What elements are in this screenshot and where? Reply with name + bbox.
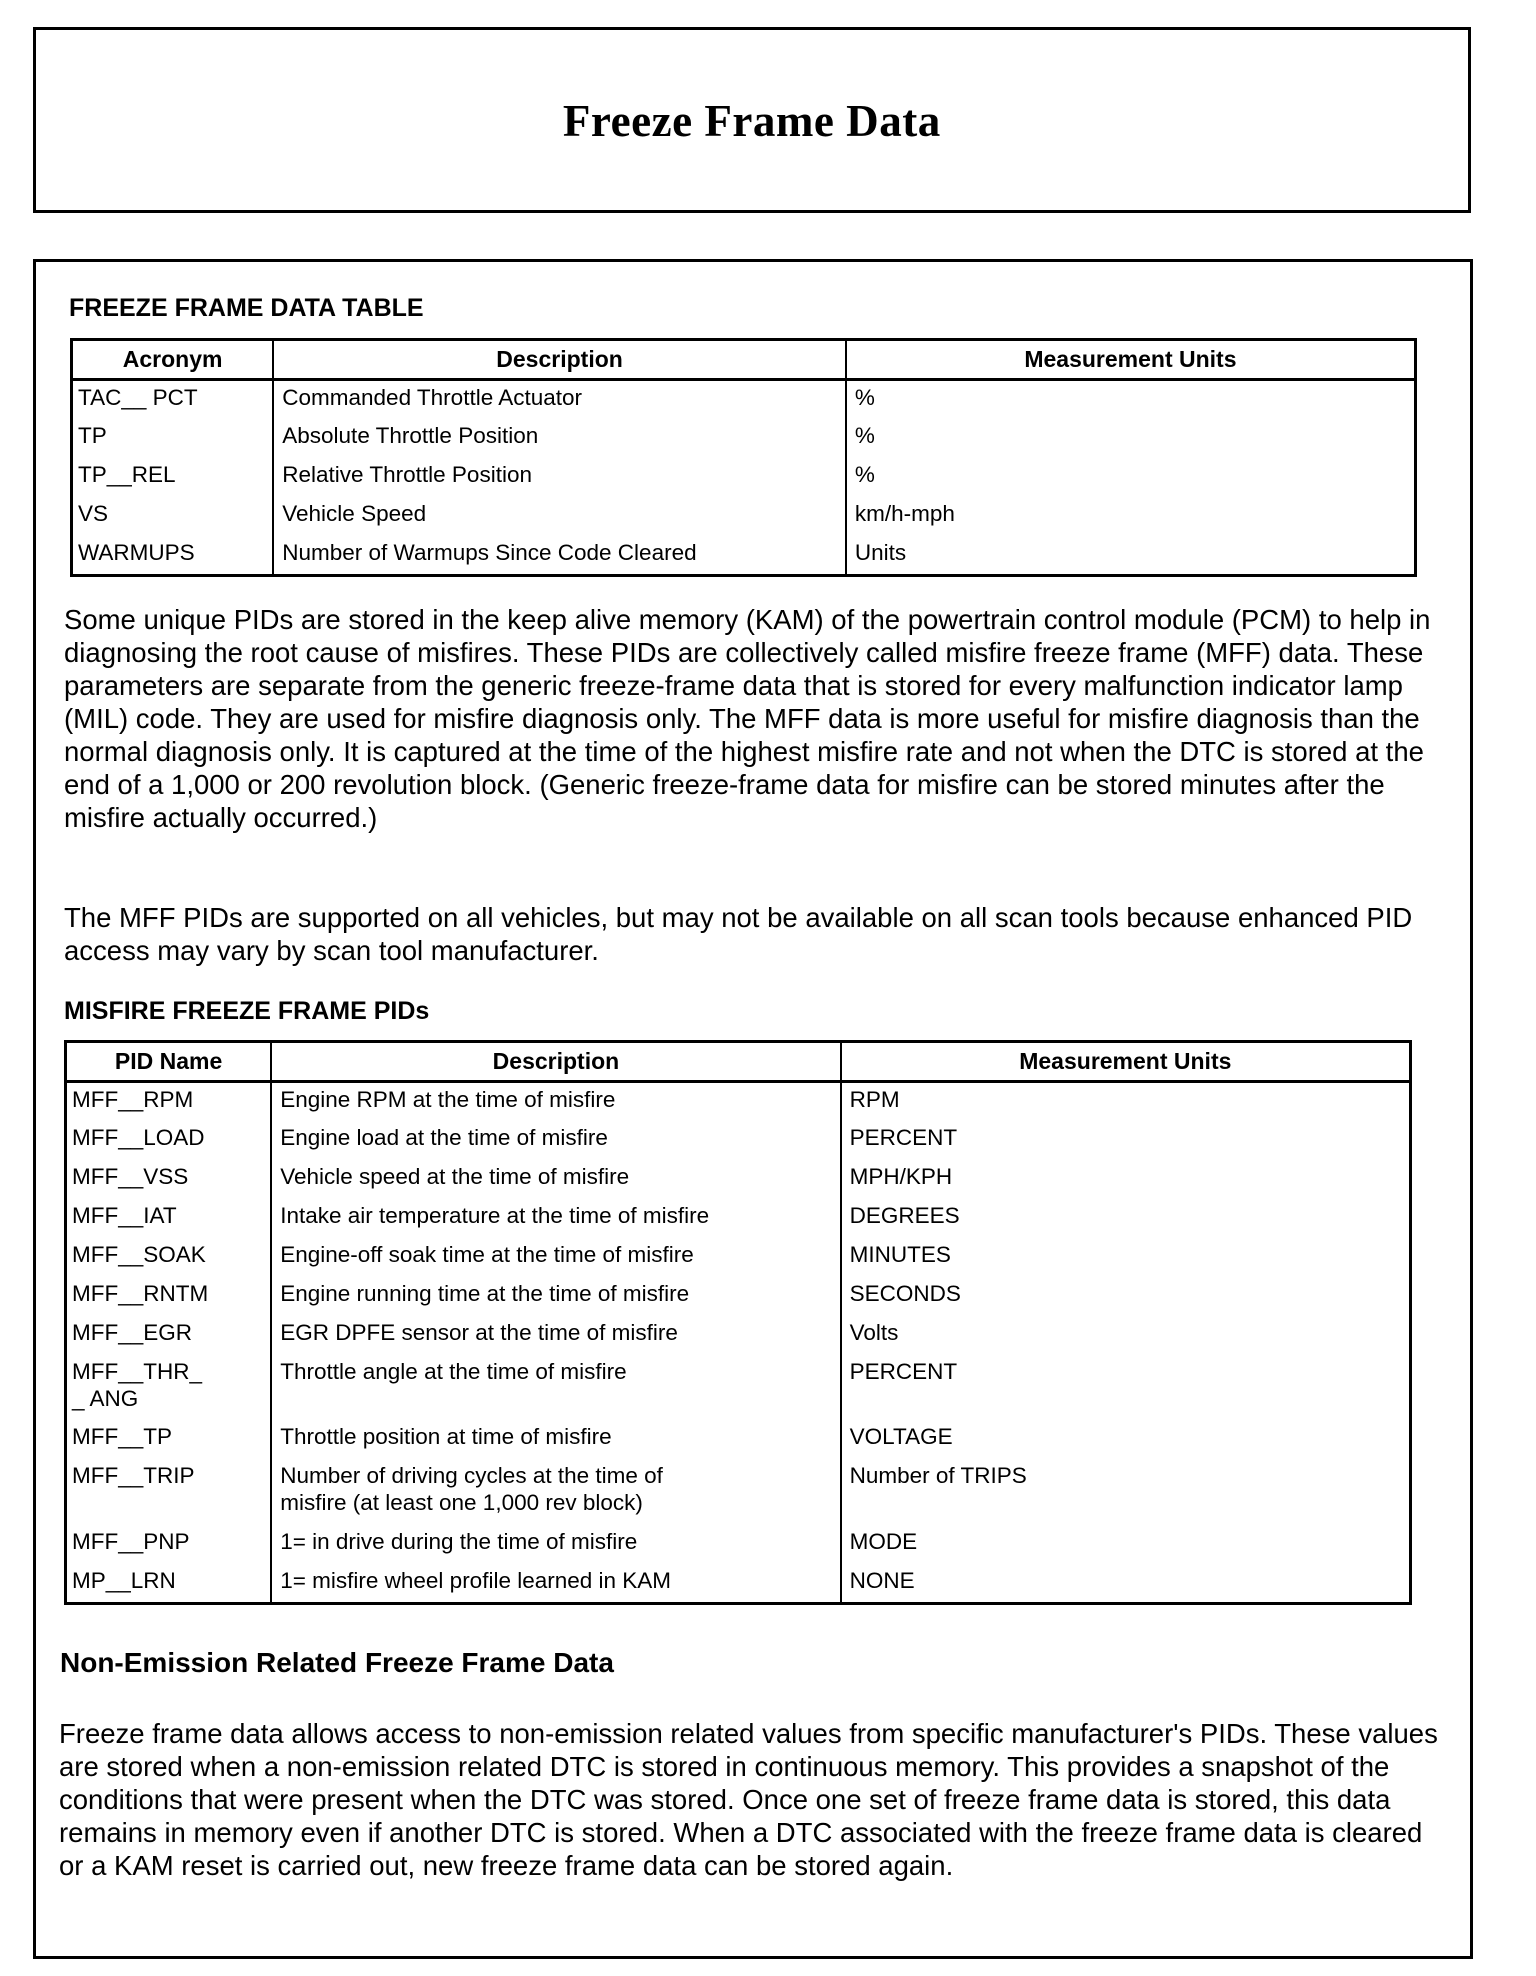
table-row [72,419,1416,458]
pid-cell: MFF__TP [72,1423,173,1449]
acronym-cell: VS [78,500,109,526]
acronym-cell: WARMUPS [78,539,195,565]
column-header-units: Measurement Units [846,340,1416,380]
page-title: Freeze Frame Data [563,94,941,146]
description-cell: Intake air temperature at the time of misfire [271,1199,840,1238]
units-cell: % [846,419,1416,458]
description-cell: Throttle angle at the time of misfire [271,1355,840,1420]
non-emission-paragraph: Freeze frame data allows access to non-emission related values from specific manufacturer's PIDs. These values are stored when a non-emission related DTC is stored in continuous memory. This provides a snapshot of the conditions that were present when the DTC was stored. Once one set of freeze frame data is stored, this data remains in memory even if another DTC is stored. When a DTC associated with the freeze frame data is cleared or a KAM reset is carried out, new freeze frame data can be stored again. [59,1718,1438,1881]
description-cell: Engine RPM at the time of misfire [271,1082,840,1121]
freeze-frame-table-heading: FREEZE FRAME DATA TABLE [69,294,424,322]
pid-cell: MFF__LOAD [72,1124,205,1150]
pid-cell: MFF__SOAK [72,1241,206,1267]
units-cell: Volts [841,1316,1411,1355]
table-row [66,1277,1411,1316]
freeze-frame-data-table [70,338,1417,577]
misfire-table-heading: MISFIRE FREEZE FRAME PIDs [64,997,430,1025]
title-box [33,27,1471,213]
table-row [72,458,1416,497]
units-cell: MODE [841,1525,1411,1564]
units-cell: RPM [841,1082,1411,1121]
column-header-description: Description [273,340,846,380]
description-cell: Throttle position at time of misfire [271,1420,840,1459]
pid-text: MFF__THR__ ANG [72,1358,203,1411]
units-cell: km/h-mph [846,497,1416,536]
acronym-cell: TAC__ PCT [78,385,198,410]
description-cell [271,1459,840,1525]
acronym-cell: TP [78,422,107,448]
description-cell: Engine-off soak time at the time of misfire [271,1238,840,1277]
pid-cell: MP__LRN [72,1567,176,1593]
column-header-pid-name: PID Name [66,1042,272,1082]
pid-cell: MFF__EGR [72,1319,193,1345]
table-header-row [72,340,1416,380]
units-cell: Number of TRIPS [841,1459,1411,1525]
mff-support-paragraph: The MFF PIDs are supported on all vehicles, but may not be available on all scan tools because enhanced PID access may vary by scan tool manufacturer. [64,902,1413,966]
pid-cell: MFF__TRIP [72,1462,195,1488]
units-cell: VOLTAGE [841,1420,1411,1459]
description-cell: Vehicle Speed [273,497,846,536]
table-header-row [66,1042,1411,1082]
units-cell: MPH/KPH [841,1160,1411,1199]
pid-cell: MFF__RPM [72,1087,194,1112]
misfire-freeze-frame-table [64,1040,1412,1605]
units-cell: PERCENT [841,1355,1411,1420]
table-row [72,380,1416,419]
table-row [72,536,1416,576]
description-text: Number of driving cycles at the time of misfire (at least one 1,000 rev block) [280,1462,663,1515]
table-row [66,1459,1411,1525]
description-cell: Commanded Throttle Actuator [273,380,846,419]
column-header-acronym: Acronym [72,340,274,380]
description-cell: Vehicle speed at the time of misfire [271,1160,840,1199]
description-cell: Relative Throttle Position [273,458,846,497]
table-row [72,497,1416,536]
acronym-cell: TP__REL [78,461,176,487]
kam-intro-paragraph: Some unique PIDs are stored in the keep alive memory (KAM) of the powertrain control module (PCM) to help in diagnosing the root cause of misfires. These PIDs are collectively called misfire freeze frame (MFF) data. These parameters are separate from the generic freeze-frame data that is stored for every malfunction indicator lamp (MIL) code. They are used for misfire diagnosis only. The MFF data is more useful for misfire diagnosis than the normal diagnosis only. It is captured at the time of the highest misfire rate and not when the DTC is stored at the end of a 1,000 or 200 revolution block. (Generic freeze-frame data for misfire can be stored minutes after the misfire actually occurred.) [64,604,1431,833]
pid-cell: MFF__IAT [72,1202,177,1228]
table-row [66,1121,1411,1160]
units-cell: NONE [841,1564,1411,1604]
column-header-description: Description [271,1042,840,1082]
table-row [66,1355,1411,1420]
description-cell: Engine running time at the time of misfire [271,1277,840,1316]
table-row [66,1316,1411,1355]
description-cell: Absolute Throttle Position [273,419,846,458]
pid-cell: MFF__RNTM [72,1280,209,1306]
table-row [66,1420,1411,1459]
units-cell: % [846,458,1416,497]
pid-cell: MFF__PNP [72,1528,190,1554]
units-cell: PERCENT [841,1121,1411,1160]
non-emission-heading: Non-Emission Related Freeze Frame Data [60,1647,614,1678]
pid-cell [66,1355,272,1420]
units-cell: MINUTES [841,1238,1411,1277]
table-row [66,1199,1411,1238]
units-cell: SECONDS [841,1277,1411,1316]
description-cell: EGR DPFE sensor at the time of misfire [271,1316,840,1355]
units-cell: Units [846,536,1416,576]
description-cell: 1= in drive during the time of misfire [271,1525,840,1564]
units-cell: DEGREES [841,1199,1411,1238]
units-cell: % [846,380,1416,419]
column-header-units: Measurement Units [841,1042,1411,1082]
table-row [66,1525,1411,1564]
table-row [66,1082,1411,1121]
description-cell: 1= misfire wheel profile learned in KAM [271,1564,840,1604]
table-row [66,1238,1411,1277]
pid-cell: MFF__VSS [72,1163,189,1189]
table-row [66,1160,1411,1199]
description-cell: Number of Warmups Since Code Cleared [273,536,846,576]
table-row [66,1564,1411,1604]
description-cell: Engine load at the time of misfire [271,1121,840,1160]
